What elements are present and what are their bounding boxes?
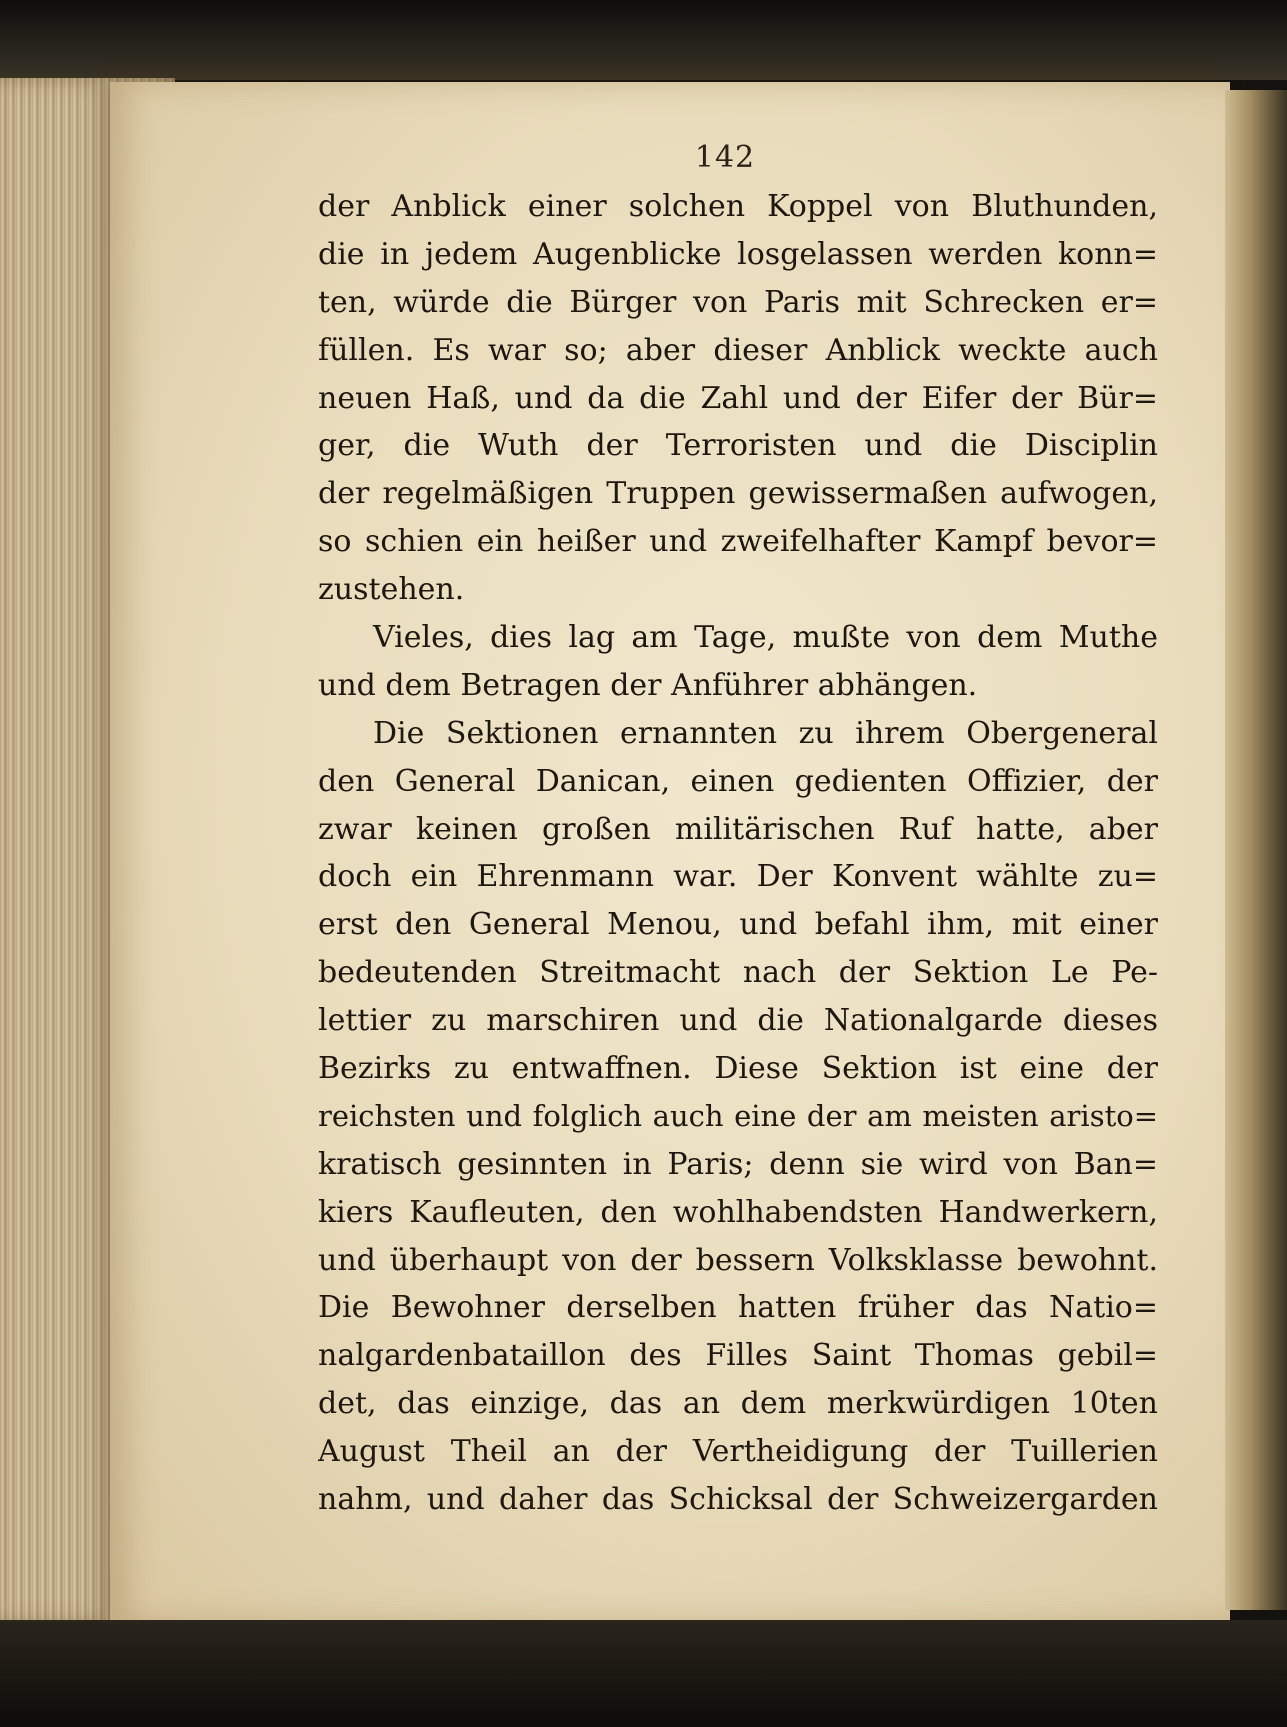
text-line: zwar keinen großen militärischen Ruf hatte, aber xyxy=(318,811,1158,847)
page-number: 142 xyxy=(694,140,756,175)
text-line: so schien ein heißer und zweifelhafter Kampf bevor= xyxy=(318,524,1158,560)
text-line: Vieles, dies lag am Tage, mußte von dem Muthe xyxy=(373,620,1158,656)
text-line: den General Danican, einen gedienten Offizier, der xyxy=(318,763,1158,799)
page-right-edge xyxy=(1225,90,1287,1610)
text-line: zustehen. xyxy=(318,572,465,608)
text-line: der Anblick einer solchen Koppel von Bluthunden, xyxy=(318,189,1158,224)
text-line: ger, die Wuth der Terroristen und die Disciplin xyxy=(318,428,1158,464)
text-line: der regelmäßigen Truppen gewissermaßen aufwogen, xyxy=(318,476,1158,512)
text-line: und dem Betragen der Anführer abhängen. xyxy=(318,667,978,703)
book-cover-bottom xyxy=(0,1620,1287,1727)
text-line: Die Bewohner derselben hatten früher das Natio= xyxy=(318,1290,1158,1326)
book-cover-top xyxy=(0,0,1287,80)
text-line: lettier zu marschiren und die Nationalgarde dieses xyxy=(318,1003,1158,1039)
text-line: neuen Haß, und da die Zahl und der Eifer der Bür= xyxy=(318,380,1158,416)
text-line: füllen. Es war so; aber dieser Anblick weckte auch xyxy=(318,332,1158,368)
text-line: nalgardenbataillon des Filles Saint Thomas gebil= xyxy=(318,1338,1158,1374)
body-text xyxy=(318,183,1158,1524)
text-line: Bezirks zu entwaffnen. Diese Sektion ist eine der xyxy=(318,1051,1158,1087)
text-line: August Theil an der Vertheidigung der Tuillerien xyxy=(318,1434,1158,1470)
text-line: Die Sektionen ernannten zu ihrem Obergeneral xyxy=(373,715,1158,751)
text-line: bedeutenden Streitmacht nach der Sektion Le Pe- xyxy=(318,955,1158,991)
text-line: kiers Kaufleuten, den wohlhabendsten Handwerkern, xyxy=(318,1194,1158,1230)
text-line: kratisch gesinnten in Paris; denn sie wird von Ban= xyxy=(318,1146,1158,1182)
text-line: doch ein Ehrenmann war. Der Konvent wählte zu= xyxy=(318,859,1158,895)
text-line: det, das einzige, das an dem merkwürdigen 10ten xyxy=(318,1386,1158,1422)
text-line: ten, würde die Bürger von Paris mit Schrecken er= xyxy=(318,284,1158,320)
text-line: die in jedem Augenblicke losgelassen werden konn= xyxy=(318,236,1158,272)
text-line: reichsten und folglich auch eine der am meisten aristo= xyxy=(318,1098,1158,1133)
text-line: und überhaupt von der bessern Volksklasse bewohnt. xyxy=(318,1242,1158,1278)
text-line: nahm, und daher das Schicksal der Schweizergarden xyxy=(318,1482,1158,1518)
text-line: erst den General Menou, und befahl ihm, mit einer xyxy=(318,907,1158,943)
